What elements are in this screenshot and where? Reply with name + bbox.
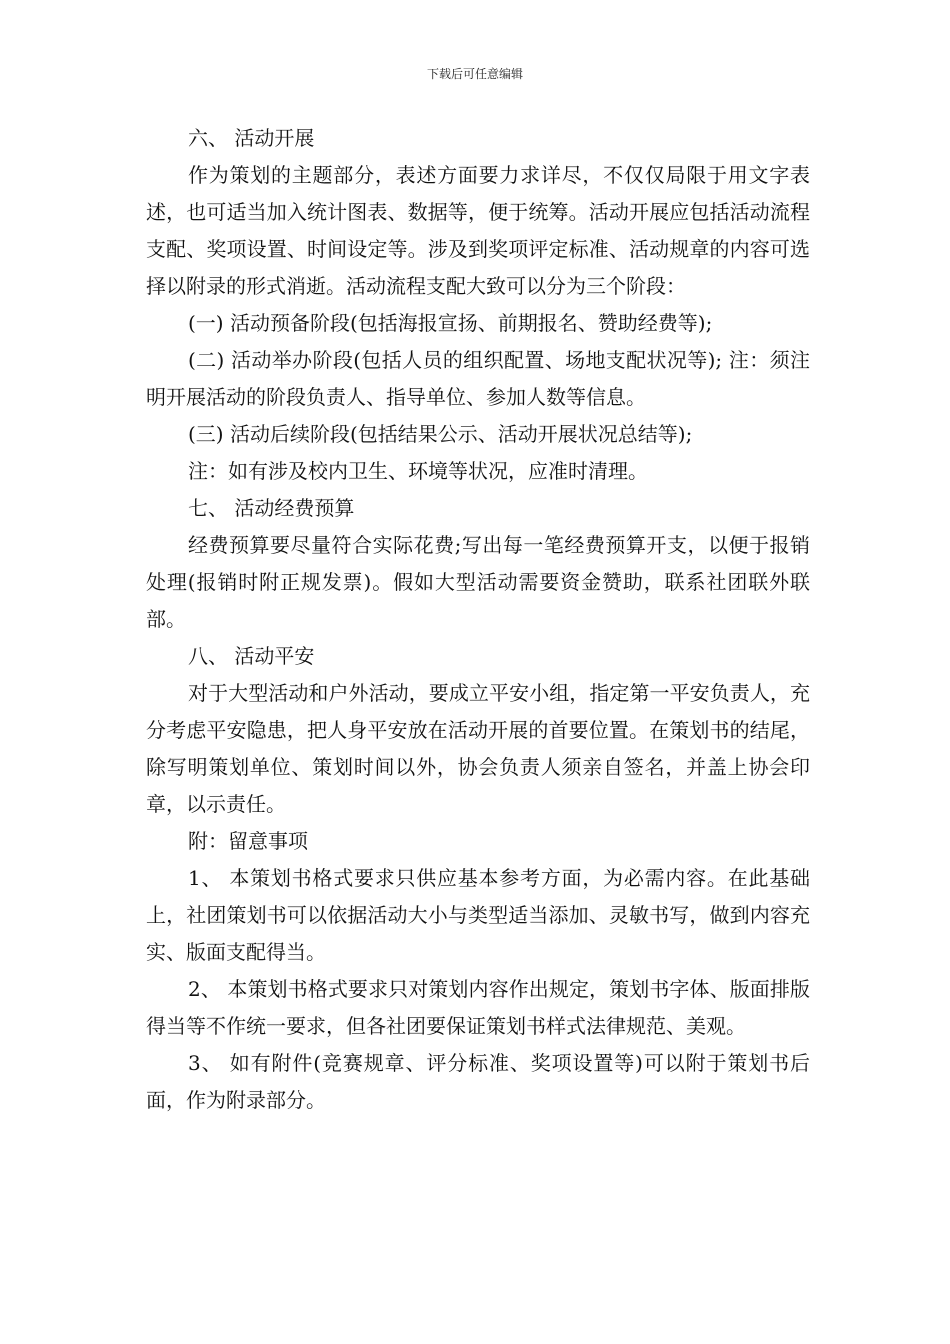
section-heading-activity-development: 六、 活动开展 — [188, 126, 315, 150]
paragraph-budget: 经费预算要尽量符合实际花费;写出每一笔经费预算开支，以便于报销处理(报销时附正规发票)。假如大型活动需要资金赞助，联系社团联外联部。 — [146, 533, 810, 631]
paragraph-note-1: 1、 本策划书格式要求只供应基本参考方面，为必需内容。在此基础上，社团策划书可以依据活动大小与类型适当添加、灵敏书写，做到内容充实、版面支配得当。 — [146, 866, 810, 964]
paragraph-stage-holding: (二) 活动举办阶段(包括人员的组织配置、场地支配状况等); 注：须注明开展活动的阶段负责人、指导单位、参加人数等信息。 — [146, 348, 810, 409]
paragraph-safety: 对于大型活动和户外活动，要成立平安小组，指定第一平安负责人，充分考虑平安隐患，把人身平安放在活动开展的首要位置。在策划书的结尾，除写明策划单位、策划时间以外，协会负责人须亲自签名，并盖上协会印章，以示责任。 — [146, 681, 810, 816]
page-header-note: 下载后可任意编辑 — [426, 67, 523, 81]
document-body — [146, 120, 810, 1119]
section-heading-safety: 八、 活动平安 — [188, 644, 315, 668]
paragraph-stage-preparation: (一) 活动预备阶段(包括海报宣扬、前期报名、赞助经费等); — [188, 311, 713, 335]
section-heading-notes: 附：留意事项 — [188, 829, 308, 853]
paragraph-note-2: 2、 本策划书格式要求只对策划内容作出规定，策划书字体、版面排版得当等不作统一要求，但各社团要保证策划书样式法律规范、美观。 — [146, 977, 810, 1038]
paragraph-note-3: 3、 如有附件(竞赛规章、评分标准、奖项设置等)可以附于策划书后面，作为附录部分。 — [146, 1051, 810, 1112]
section-heading-budget: 七、 活动经费预算 — [188, 496, 355, 520]
paragraph-stage-followup: (三) 活动后续阶段(包括结果公示、活动开展状况总结等); — [188, 422, 693, 446]
paragraph-hygiene-note: 注：如有涉及校内卫生、环境等状况，应准时清理。 — [188, 459, 648, 483]
paragraph-activity-development: 作为策划的主题部分，表述方面要力求详尽，不仅仅局限于用文字表述，也可适当加入统计图表、数据等，便于统筹。活动开展应包括活动流程支配、奖项设置、时间设定等。涉及到奖项评定标准、活动规章的内容可选择以附录的形式消逝。活动流程支配大致可以分为三个阶段： — [146, 163, 810, 298]
